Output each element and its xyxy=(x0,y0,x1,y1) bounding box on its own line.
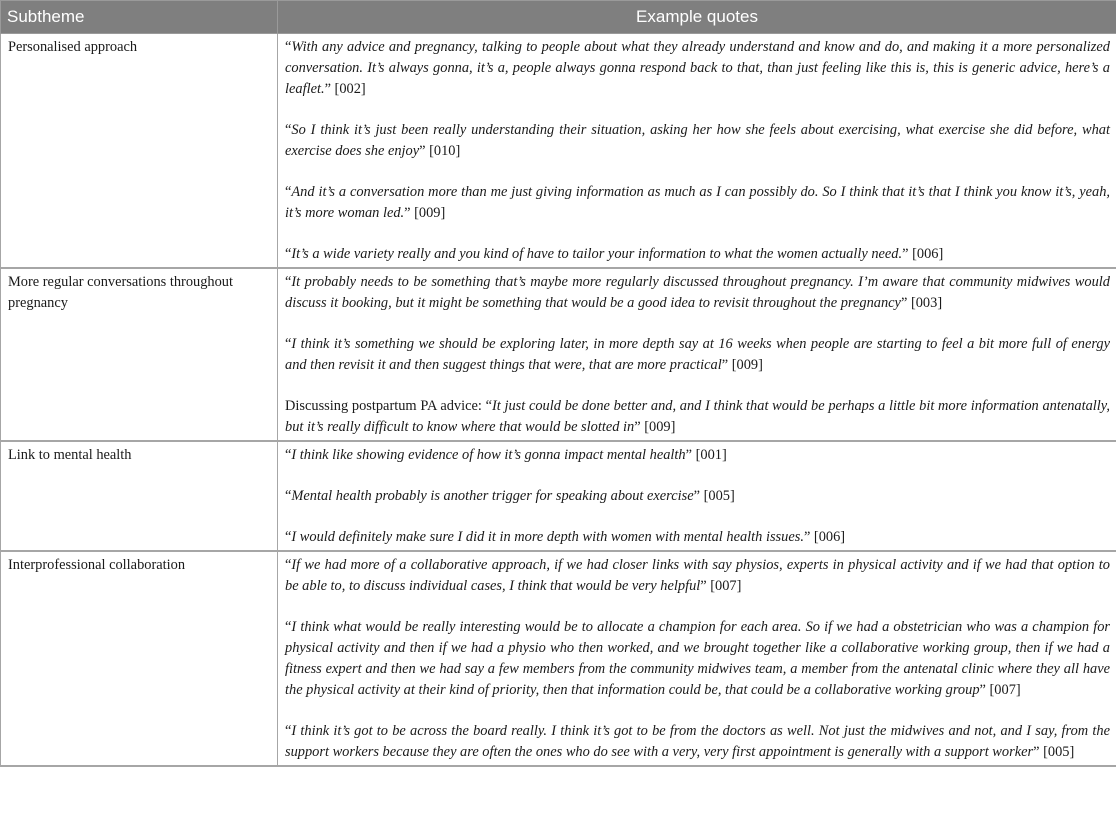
table-header xyxy=(1,1,1116,34)
open-quote-mark: “ xyxy=(285,246,292,262)
subtheme-cell: More regular conversations throughout pregnancy xyxy=(1,268,278,441)
close-quote-mark: ” xyxy=(1033,744,1040,760)
table-row xyxy=(1,551,1116,766)
quote-item xyxy=(285,555,1110,597)
open-quote-mark: “ xyxy=(285,529,292,545)
quotes-cell xyxy=(278,551,1116,766)
participant-ref: [005] xyxy=(700,488,735,504)
quote-text: It’s a wide variety really and you kind of have to tailor your information to what the women actually need. xyxy=(291,246,903,262)
subtheme-column-header: Subtheme xyxy=(1,1,278,34)
open-quote-mark: “ xyxy=(285,122,292,138)
participant-ref: [002] xyxy=(330,81,366,97)
close-quote-mark: ” xyxy=(419,143,426,159)
participant-ref: [007] xyxy=(706,578,742,594)
quotes-cell xyxy=(278,441,1116,551)
quote-text: I think like showing evidence of how it’s gonna impact mental health xyxy=(291,447,686,463)
close-quote-mark: ” xyxy=(721,357,729,373)
header-row xyxy=(1,1,1116,34)
quote-text: Mental health probably is another trigger for speaking about exercise xyxy=(291,488,694,504)
open-quote-mark: “ xyxy=(285,184,292,200)
close-quote-mark: ” xyxy=(900,295,908,311)
table-row xyxy=(1,441,1116,551)
subtheme-cell: Interprofessional collaboration xyxy=(1,551,278,766)
quote-text: It probably needs to be something that’s maybe more regularly discussed throughout pregnancy. I’m aware that community midwives would discuss it booking, but it might be something that would be a good idea to revisit throughout the pregnancy xyxy=(285,274,1110,311)
open-quote-mark: “ xyxy=(285,488,292,504)
quote-item xyxy=(285,486,1110,507)
quote-item xyxy=(285,272,1110,314)
participant-ref: [001] xyxy=(692,447,727,463)
quote-item xyxy=(285,37,1110,100)
close-quote-mark: ” xyxy=(634,419,641,435)
close-quote-mark: ” xyxy=(902,246,909,262)
quotes-cell xyxy=(278,34,1116,269)
participant-ref: [007] xyxy=(985,682,1021,698)
quote-item xyxy=(285,120,1110,162)
quote-item xyxy=(285,244,1110,265)
close-quote-mark: ” xyxy=(700,578,707,594)
participant-ref: [006] xyxy=(810,529,846,545)
open-quote-mark: “ xyxy=(285,619,292,635)
quote-text: It just could be done better and, and I think that would be perhaps a little bit more information antenatally, but it’s really difficult to know where that would be slotted in xyxy=(285,398,1110,435)
open-quote-mark: “ xyxy=(485,398,492,414)
open-quote-mark: “ xyxy=(285,274,292,290)
open-quote-mark: “ xyxy=(285,39,292,55)
participant-ref: [009] xyxy=(728,357,763,373)
quote-item xyxy=(285,527,1110,548)
open-quote-mark: “ xyxy=(285,336,292,352)
subtheme-cell: Link to mental health xyxy=(1,441,278,551)
open-quote-mark: “ xyxy=(285,723,292,739)
quote-text: I think it’s got to be across the board really. I think it’s got to be from the doctors as well. Not just the midwives and not, and I say, from the support workers because they are often the ones who do see with a very, very first appointment is generally with a support worker xyxy=(285,723,1110,760)
participant-ref: [009] xyxy=(640,419,676,435)
quote-text: And it’s a conversation more than me just giving information as much as I can possibly do. So I think that it’s that I think you know it’s, yeah, it’s more woman led. xyxy=(285,184,1110,221)
quote-prefix: Discussing postpartum PA advice: xyxy=(285,398,486,414)
close-quote-mark: ” xyxy=(693,488,700,504)
quote-text: So I think it’s just been really understanding their situation, asking her how she feels about exercising, what exercise she did before, what exercise does she enjoy xyxy=(285,122,1110,159)
quote-item xyxy=(285,396,1110,438)
subtheme-cell: Personalised approach xyxy=(1,34,278,269)
close-quote-mark: ” xyxy=(803,529,811,545)
quote-text: I think it’s something we should be exploring later, in more depth say at 16 weeks when people are starting to feel a bit more full of energy and then revisit it and then suggest things that were, that are more practical xyxy=(285,336,1110,373)
close-quote-mark: ” xyxy=(324,81,331,97)
close-quote-mark: ” xyxy=(404,205,411,221)
participant-ref: [005] xyxy=(1039,744,1075,760)
quote-item xyxy=(285,334,1110,376)
quote-item xyxy=(285,721,1110,763)
close-quote-mark: ” xyxy=(685,447,692,463)
quote-text: With any advice and pregnancy, talking to people about what they already understand and know and do, and making it a more personalized conversation. It’s always gonna, it’s a, people always gonna respond back to that, than just feeling like this is, this is generic advice, here’s a leaflet. xyxy=(285,39,1110,97)
open-quote-mark: “ xyxy=(285,557,292,573)
quotes-cell xyxy=(278,268,1116,441)
quote-text: I would definitely make sure I did it in more depth with women with mental health issues. xyxy=(291,529,804,545)
quote-item xyxy=(285,617,1110,701)
quote-text: I think what would be really interesting would be to allocate a champion for each area. So if we had a obstetrician who was a champion for physical activity and then if we had a physio who then worked, and we brought together like a collaborative working group, then if we had a fitness expert and then we had say a few members from the community midwives team, a member from the antenatal clinic where they all have the physical activity at their kind of priority, then that information could be, that could be a collaborative working group xyxy=(285,619,1110,698)
close-quote-mark: ” xyxy=(979,682,986,698)
open-quote-mark: “ xyxy=(285,447,292,463)
table-row xyxy=(1,34,1116,269)
quote-text: If we had more of a collaborative approach, if we had closer links with say physios, experts in physical activity and if we had that option to be able to, to discuss individual cases, I think that would be very helpful xyxy=(285,557,1110,594)
table-row xyxy=(1,268,1116,441)
participant-ref: [009] xyxy=(410,205,446,221)
participant-ref: [003] xyxy=(907,295,943,311)
quote-item xyxy=(285,182,1110,224)
table-body xyxy=(1,34,1116,767)
participant-ref: [006] xyxy=(908,246,944,262)
participant-ref: [010] xyxy=(425,143,461,159)
quote-item xyxy=(285,445,1110,466)
quotes-column-header: Example quotes xyxy=(278,1,1116,34)
